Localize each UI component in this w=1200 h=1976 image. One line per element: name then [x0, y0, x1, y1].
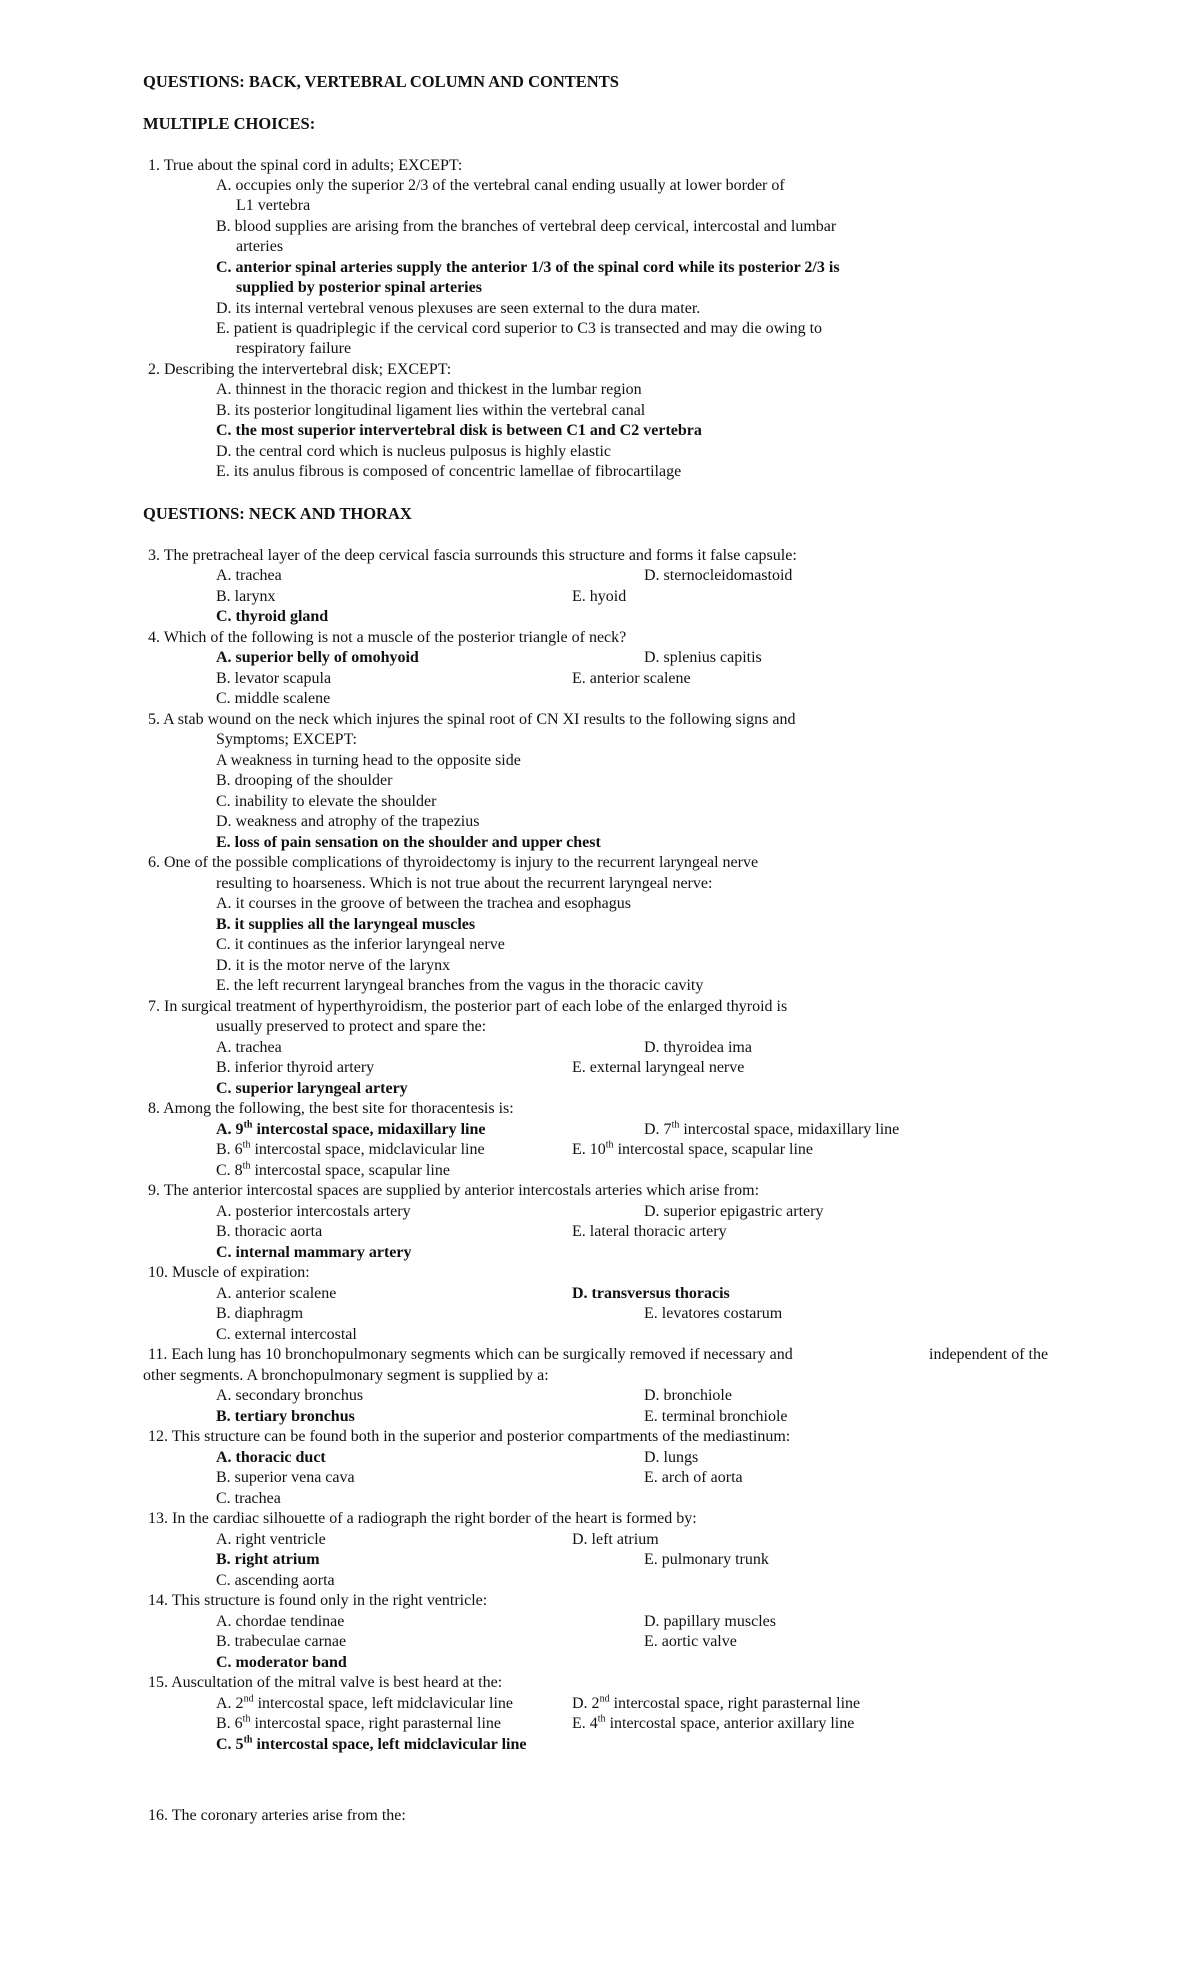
question-1-option-b-cont: arteries	[236, 238, 284, 255]
question-11-option-a: A. secondary bronchus	[216, 1387, 364, 1404]
question-8-option-e: E. 10th intercostal space, scapular line	[572, 1139, 814, 1158]
question-12-option-d: D. lungs	[644, 1449, 699, 1466]
question-14-stem: 14. This structure is found only in the right ventricle:	[148, 1592, 488, 1609]
question-1-option-a: A. occupies only the superior 2/3 of the vertebral canal ending usually at lower border of	[216, 177, 785, 194]
question-6-option-e: E. the left recurrent laryngeal branches from the vagus in the thoracic cavity	[216, 977, 704, 994]
question-7-option-e: E. external laryngeal nerve	[572, 1059, 745, 1076]
question-2-option-e: E. its anulus fibrous is composed of concentric lamellae of fibrocartilage	[216, 463, 682, 480]
question-9-option-a: A. posterior intercostals artery	[216, 1203, 411, 1220]
question-1-option-d: D. its internal vertebral venous plexuses are seen external to the dura mater.	[216, 300, 701, 317]
question-13-answer: B. right atrium	[216, 1551, 320, 1568]
question-11-answer: B. tertiary bronchus	[216, 1408, 355, 1425]
question-4-option-c: C. middle scalene	[216, 690, 331, 707]
question-15-answer: C. 5th intercostal space, left midclavicular line	[216, 1734, 527, 1753]
question-9-option-e: E. lateral thoracic artery	[572, 1223, 727, 1240]
question-8-stem: 8. Among the following, the best site for thoracentesis is:	[148, 1100, 514, 1117]
question-9-option-b: B. thoracic aorta	[216, 1223, 323, 1240]
question-14-option-b: B. trabeculae carnae	[216, 1633, 347, 1650]
question-6-stem: 6. One of the possible complications of thyroidectomy is injury to the recurrent laryngeal nerve	[148, 854, 759, 871]
question-10-option-a: A. anterior scalene	[216, 1285, 337, 1302]
question-10-option-b: B. diaphragm	[216, 1305, 304, 1322]
question-2-stem: 2. Describing the intervertebral disk; EXCEPT:	[148, 361, 452, 378]
question-5-stem-cont: Symptoms; EXCEPT:	[216, 731, 357, 748]
question-12-stem: 12. This structure can be found both in the superior and posterior compartments of the mediastinum:	[148, 1428, 791, 1445]
question-13-option-d: D. left atrium	[572, 1531, 659, 1548]
question-10-stem: 10. Muscle of expiration:	[148, 1264, 310, 1281]
question-12-option-b: B. superior vena cava	[216, 1469, 355, 1486]
question-6-stem-cont: resulting to hoarseness. Which is not true about the recurrent laryngeal nerve:	[216, 875, 713, 892]
question-4-option-b: B. levator scapula	[216, 670, 332, 687]
question-5-option-a: A weakness in turning head to the opposite side	[216, 752, 521, 769]
question-3-option-a: A. trachea	[216, 567, 282, 584]
section-heading-back: QUESTIONS: BACK, VERTEBRAL COLUMN AND CONTENTS	[143, 72, 619, 91]
question-15-stem: 15. Auscultation of the mitral valve is best heard at the:	[148, 1674, 503, 1691]
question-2-option-a: A. thinnest in the thoracic region and thickest in the lumbar region	[216, 381, 642, 398]
question-15-option-d: D. 2nd intercostal space, right parasternal line	[572, 1693, 861, 1712]
question-5-option-c: C. inability to elevate the shoulder	[216, 793, 437, 810]
question-3-option-e: E. hyoid	[572, 588, 627, 605]
question-6-answer: B. it supplies all the laryngeal muscles	[216, 916, 476, 933]
question-16-stem: 16. The coronary arteries arise from the:	[148, 1807, 406, 1824]
question-7-option-b: B. inferior thyroid artery	[216, 1059, 375, 1076]
question-7-stem-cont: usually preserved to protect and spare the:	[216, 1018, 487, 1035]
question-3-stem: 3. The pretracheal layer of the deep cervical fascia surrounds this structure and forms it false capsule:	[148, 547, 797, 564]
question-1-stem: 1. True about the spinal cord in adults; EXCEPT:	[148, 157, 463, 174]
question-1-option-a-cont: L1 vertebra	[236, 197, 311, 214]
question-2-option-b: B. its posterior longitudinal ligament lies within the vertebral canal	[216, 402, 646, 419]
question-9-answer: C. internal mammary artery	[216, 1244, 412, 1261]
question-10-answer: D. transversus thoracis	[572, 1285, 730, 1302]
question-2-answer: C. the most superior intervertebral disk is between C1 and C2 vertebra	[216, 422, 702, 439]
question-11-stem: 11. Each lung has 10 bronchopulmonary segments which can be surgically removed if necessary and	[148, 1346, 793, 1363]
question-9-stem: 9. The anterior intercostal spaces are supplied by anterior intercostals arteries which arise from:	[148, 1182, 760, 1199]
question-5-option-b: B. drooping of the shoulder	[216, 772, 393, 789]
question-13-option-a: A. right ventricle	[216, 1531, 326, 1548]
question-10-option-c: C. external intercostal	[216, 1326, 357, 1343]
question-10-option-e: E. levatores costarum	[644, 1305, 783, 1322]
question-3-option-d: D. sternocleidomastoid	[644, 567, 793, 584]
question-12-option-e: E. arch of aorta	[644, 1469, 743, 1486]
question-8-answer: A. 9th intercostal space, midaxillary line	[216, 1119, 486, 1138]
question-6-option-d: D. it is the motor nerve of the larynx	[216, 957, 451, 974]
question-11-stem-cont: other segments. A bronchopulmonary segment is supplied by a:	[143, 1367, 549, 1384]
question-3-option-b: B. larynx	[216, 588, 276, 605]
question-1-answer: C. anterior spinal arteries supply the anterior 1/3 of the spinal cord while its posterior 2/3 is	[216, 259, 840, 276]
question-7-option-a: A. trachea	[216, 1039, 282, 1056]
question-4-stem: 4. Which of the following is not a muscle of the posterior triangle of neck?	[148, 629, 627, 646]
section-heading-neck: QUESTIONS: NECK AND THORAX	[143, 504, 412, 523]
question-14-option-a: A. chordae tendinae	[216, 1613, 345, 1630]
question-15-option-b: B. 6th intercostal space, right parasternal line	[216, 1713, 502, 1732]
question-8-option-c: C. 8th intercostal space, scapular line	[216, 1160, 450, 1179]
question-11-option-e: E. terminal bronchiole	[644, 1408, 788, 1425]
question-7-answer: C. superior laryngeal artery	[216, 1080, 408, 1097]
question-1-option-e-cont: respiratory failure	[236, 340, 352, 357]
question-14-answer: C. moderator band	[216, 1654, 347, 1671]
question-15-option-a: A. 2nd intercostal space, left midclavicular line	[216, 1693, 514, 1712]
question-1-option-b: B. blood supplies are arising from the branches of vertebral deep cervical, intercostal and lumbar	[216, 218, 837, 235]
question-7-option-d: D. thyroidea ima	[644, 1039, 752, 1056]
question-5-option-d: D. weakness and atrophy of the trapezius	[216, 813, 480, 830]
question-7-stem: 7. In surgical treatment of hyperthyroidism, the posterior part of each lobe of the enlarged thyroid is	[148, 998, 788, 1015]
question-6-option-c: C. it continues as the inferior laryngeal nerve	[216, 936, 505, 953]
question-2-option-d: D. the central cord which is nucleus pulposus is highly elastic	[216, 443, 612, 460]
question-3-answer: C. thyroid gland	[216, 608, 329, 625]
question-5-answer: E. loss of pain sensation on the shoulder and upper chest	[216, 834, 601, 851]
question-15-option-e: E. 4th intercostal space, anterior axillary line	[572, 1713, 855, 1732]
question-13-option-e: E. pulmonary trunk	[644, 1551, 769, 1568]
question-4-answer: A. superior belly of omohyoid	[216, 649, 419, 666]
question-14-option-d: D. papillary muscles	[644, 1613, 776, 1630]
question-11-option-d: D. bronchiole	[644, 1387, 732, 1404]
question-13-option-c: C. ascending aorta	[216, 1572, 335, 1589]
question-4-option-d: D. splenius capitis	[644, 649, 762, 666]
question-8-option-b: B. 6th intercostal space, midclavicular line	[216, 1139, 485, 1158]
question-1-option-e: E. patient is quadriplegic if the cervical cord superior to C3 is transected and may die owing to	[216, 320, 823, 337]
question-13-stem: 13. In the cardiac silhouette of a radiograph the right border of the heart is formed by:	[148, 1510, 697, 1527]
question-14-option-e: E. aortic valve	[644, 1633, 737, 1650]
question-5-stem: 5. A stab wound on the neck which injures the spinal root of CN XI results to the following signs and	[148, 711, 796, 728]
question-8-option-d: D. 7th intercostal space, midaxillary line	[644, 1119, 900, 1138]
question-12-option-c: C. trachea	[216, 1490, 281, 1507]
multiple-choices-heading: MULTIPLE CHOICES:	[143, 114, 316, 133]
question-4-option-e: E. anterior scalene	[572, 670, 691, 687]
question-11-stem-tail: independent of the	[929, 1346, 1049, 1363]
question-12-answer: A. thoracic duct	[216, 1449, 326, 1466]
question-6-option-a: A. it courses in the groove of between the trachea and esophagus	[216, 895, 631, 912]
question-9-option-d: D. superior epigastric artery	[644, 1203, 824, 1220]
question-1-answer-cont: supplied by posterior spinal arteries	[236, 279, 482, 296]
